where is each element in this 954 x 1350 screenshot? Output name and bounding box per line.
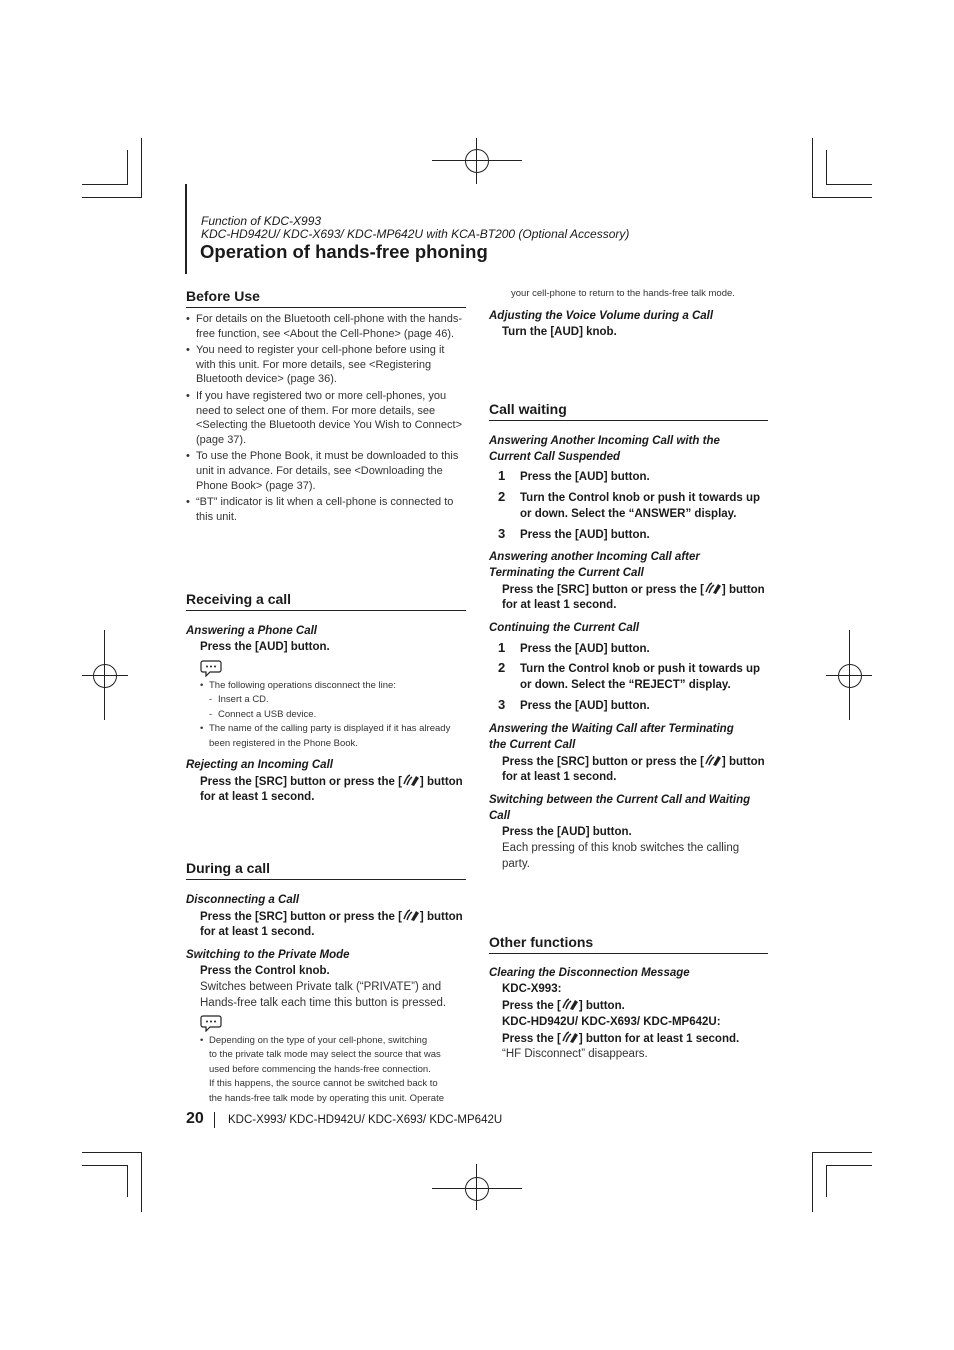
phone-icon <box>561 1030 579 1044</box>
switch-desc: Each pressing of this knob switches the calling <box>502 842 740 854</box>
model-label: KDC-HD942U/ KDC-X693/ KDC-MP642U: <box>502 1016 721 1028</box>
registration-circle <box>838 664 862 688</box>
crop-mark <box>812 1152 872 1153</box>
disconnect-action-cont: for at least 1 second. <box>200 926 315 938</box>
footer-models: KDC-X993/ KDC-HD942U/ KDC-X693/ KDC-MP642U <box>228 1114 503 1126</box>
step-text: Press the [AUD] button. <box>520 471 650 483</box>
list-item: • For details on the Bluetooth cell-phone with the hands-free function, see <About the Cell-Phone> (page 46). <box>186 312 466 341</box>
page-number: 20 <box>186 1110 204 1127</box>
page-title: Operation of hands-free phoning <box>200 241 488 262</box>
registration-circle <box>465 1177 489 1201</box>
call-waiting-heading: Call waiting <box>489 401 768 421</box>
disconnect-heading: Disconnecting a Call <box>186 894 300 906</box>
waiting-terminate-heading: the Current Call <box>489 739 576 751</box>
crop-mark <box>826 1165 827 1197</box>
note-icon <box>200 1014 222 1032</box>
crop-mark <box>812 197 872 198</box>
action-text: ] button <box>721 584 765 596</box>
answer-terminate-action <box>502 581 765 598</box>
phone-icon <box>402 773 420 787</box>
phone-icon <box>704 753 722 767</box>
note-icon <box>200 659 222 677</box>
note-text: Insert a CD. <box>218 694 269 705</box>
switch-heading: Switching between the Current Call and Waiting <box>489 794 751 806</box>
answer-suspend-heading: Answering Another Incoming Call with the <box>489 435 720 447</box>
note-text: Depending on the type of your cell-phone, switching <box>209 1035 428 1046</box>
model-label: KDC-X993: <box>502 983 562 995</box>
action-text: ] button. <box>578 1000 625 1012</box>
action-text: Press the [SRC] button or press the [ <box>502 584 704 596</box>
note-text: been registered in the Phone Book. <box>209 738 358 749</box>
note-text: your cell-phone to return to the hands-free talk mode. <box>511 288 735 299</box>
disconnect-text: ] button <box>419 911 463 923</box>
action-text: Press the [ <box>502 1033 561 1045</box>
note-text: Connect a USB device. <box>218 709 317 720</box>
note-text: The following operations disconnect the line: <box>209 680 396 691</box>
result-text: “HF Disconnect” disappears. <box>502 1048 648 1060</box>
crop-mark <box>82 184 128 185</box>
private-action: Press the Control knob. <box>200 965 330 977</box>
answer-terminate-heading: Answering another Incoming Call after <box>489 551 700 563</box>
note-bullet: • <box>200 1035 204 1046</box>
before-use-heading: Before Use <box>186 288 466 308</box>
step-text: Turn the Control knob or push it towards up <box>520 663 760 675</box>
rejecting-heading: Rejecting an Incoming Call <box>186 759 333 771</box>
voice-heading: Adjusting the Voice Volume during a Call <box>489 310 714 322</box>
rejecting-action-cont: for at least 1 second. <box>200 791 315 803</box>
note-bullet: • <box>200 723 204 734</box>
left-column <box>186 0 466 1350</box>
action-text: Press the [ <box>502 1000 561 1012</box>
phone-icon <box>704 581 722 595</box>
crop-mark <box>812 1152 813 1212</box>
answering-action: Press the [AUD] button. <box>200 641 330 653</box>
switch-heading: Call <box>489 810 511 822</box>
registration-circle <box>465 149 489 173</box>
step-number: 3 <box>498 697 506 712</box>
waiting-terminate-action <box>502 753 765 770</box>
answer-terminate-heading: Terminating the Current Call <box>489 567 644 579</box>
model2-action <box>502 1030 739 1047</box>
crop-mark <box>82 197 142 198</box>
step-text: Press the [AUD] button. <box>520 643 650 655</box>
step-text: or down. Select the “REJECT” display. <box>520 679 731 691</box>
right-column <box>489 0 768 1350</box>
step-text: Press the [AUD] button. <box>520 700 650 712</box>
model1-action <box>502 997 625 1014</box>
crop-mark <box>82 1165 128 1166</box>
waiting-terminate-action-cont: for at least 1 second. <box>502 771 617 783</box>
step-number: 2 <box>498 660 506 675</box>
clear-message-heading: Clearing the Disconnection Message <box>489 967 690 979</box>
private-desc: Switches between Private talk (“PRIVATE”) and <box>200 981 442 993</box>
switch-action: Press the [AUD] button. <box>502 826 632 838</box>
note-dash: - <box>209 694 213 705</box>
step-number: 1 <box>498 468 506 483</box>
disconnect-action <box>200 908 463 925</box>
crop-mark <box>826 184 872 185</box>
step-number: 3 <box>498 526 506 541</box>
list-item: • To use the Phone Book, it must be downloaded to this unit in advance. For details, see <Downloading the Phone Book> (page 37). <box>186 449 466 493</box>
note-text: the hands-free talk mode by operating this unit. Operate <box>209 1093 444 1104</box>
action-text: ] button <box>721 756 765 768</box>
continue-heading: Continuing the Current Call <box>489 622 640 634</box>
other-functions-heading: Other functions <box>489 934 768 954</box>
function-line: Function of KDC-X993 <box>201 214 322 228</box>
crop-mark <box>826 1165 872 1166</box>
step-text: or down. Select the “ANSWER” display. <box>520 508 737 520</box>
answering-heading: Answering a Phone Call <box>186 625 317 637</box>
crop-mark <box>141 138 142 198</box>
step-text: Turn the Control knob or push it towards up <box>520 492 760 504</box>
receiving-heading: Receiving a call <box>186 591 466 611</box>
step-text: Press the [AUD] button. <box>520 529 650 541</box>
note-text: If this happens, the source cannot be switched back to <box>209 1078 438 1089</box>
before-use-list <box>186 312 466 526</box>
private-heading: Switching to the Private Mode <box>186 949 350 961</box>
crop-mark <box>127 150 128 185</box>
phone-icon <box>402 908 420 922</box>
waiting-terminate-heading: Answering the Waiting Call after Terminating <box>489 723 734 735</box>
disconnect-text: Press the [SRC] button or press the [ <box>200 911 402 923</box>
footer-divider <box>214 1112 215 1128</box>
note-text: used before commencing the hands-free connection. <box>209 1064 431 1075</box>
switch-desc: party. <box>502 858 530 870</box>
answer-suspend-heading: Current Call Suspended <box>489 451 620 463</box>
list-item: • “BT” indicator is lit when a cell-phone is connected to this unit. <box>186 495 466 524</box>
note-text: The name of the calling party is displayed if it has already <box>209 723 451 734</box>
rejecting-text: Press the [SRC] button or press the [ <box>200 776 402 788</box>
rejecting-action <box>200 773 463 790</box>
crop-mark <box>127 1165 128 1197</box>
models-line: KDC-HD942U/ KDC-X693/ KDC-MP642U with KCA-BT200 (Optional Accessory) <box>201 227 630 241</box>
rejecting-text: ] button <box>419 776 463 788</box>
crop-mark <box>812 138 813 198</box>
answer-terminate-action-cont: for at least 1 second. <box>502 599 617 611</box>
crop-mark <box>141 1152 142 1212</box>
list-item: • If you have registered two or more cell-phones, you need to select one of them. For more details, see <Selecting the Bluetooth device You Wish to Connect> (page 37). <box>186 389 466 447</box>
crop-mark <box>826 150 827 185</box>
during-heading: During a call <box>186 860 466 880</box>
step-number: 2 <box>498 489 506 504</box>
note-dash: - <box>209 709 213 720</box>
voice-action: Turn the [AUD] knob. <box>502 326 617 338</box>
registration-circle <box>93 664 117 688</box>
action-text: ] button for at least 1 second. <box>578 1033 740 1045</box>
phone-icon <box>561 997 579 1011</box>
crop-mark <box>82 1152 142 1153</box>
note-bullet: • <box>200 680 204 691</box>
step-number: 1 <box>498 640 506 655</box>
private-desc: Hands-free talk each time this button is pressed. <box>200 997 447 1009</box>
list-item: • You need to register your cell-phone before using it with this unit. For more details, see <Registering Bluetooth device> (page 36). <box>186 343 466 387</box>
note-text: to the private talk mode may select the source that was <box>209 1049 441 1060</box>
action-text: Press the [SRC] button or press the [ <box>502 756 704 768</box>
